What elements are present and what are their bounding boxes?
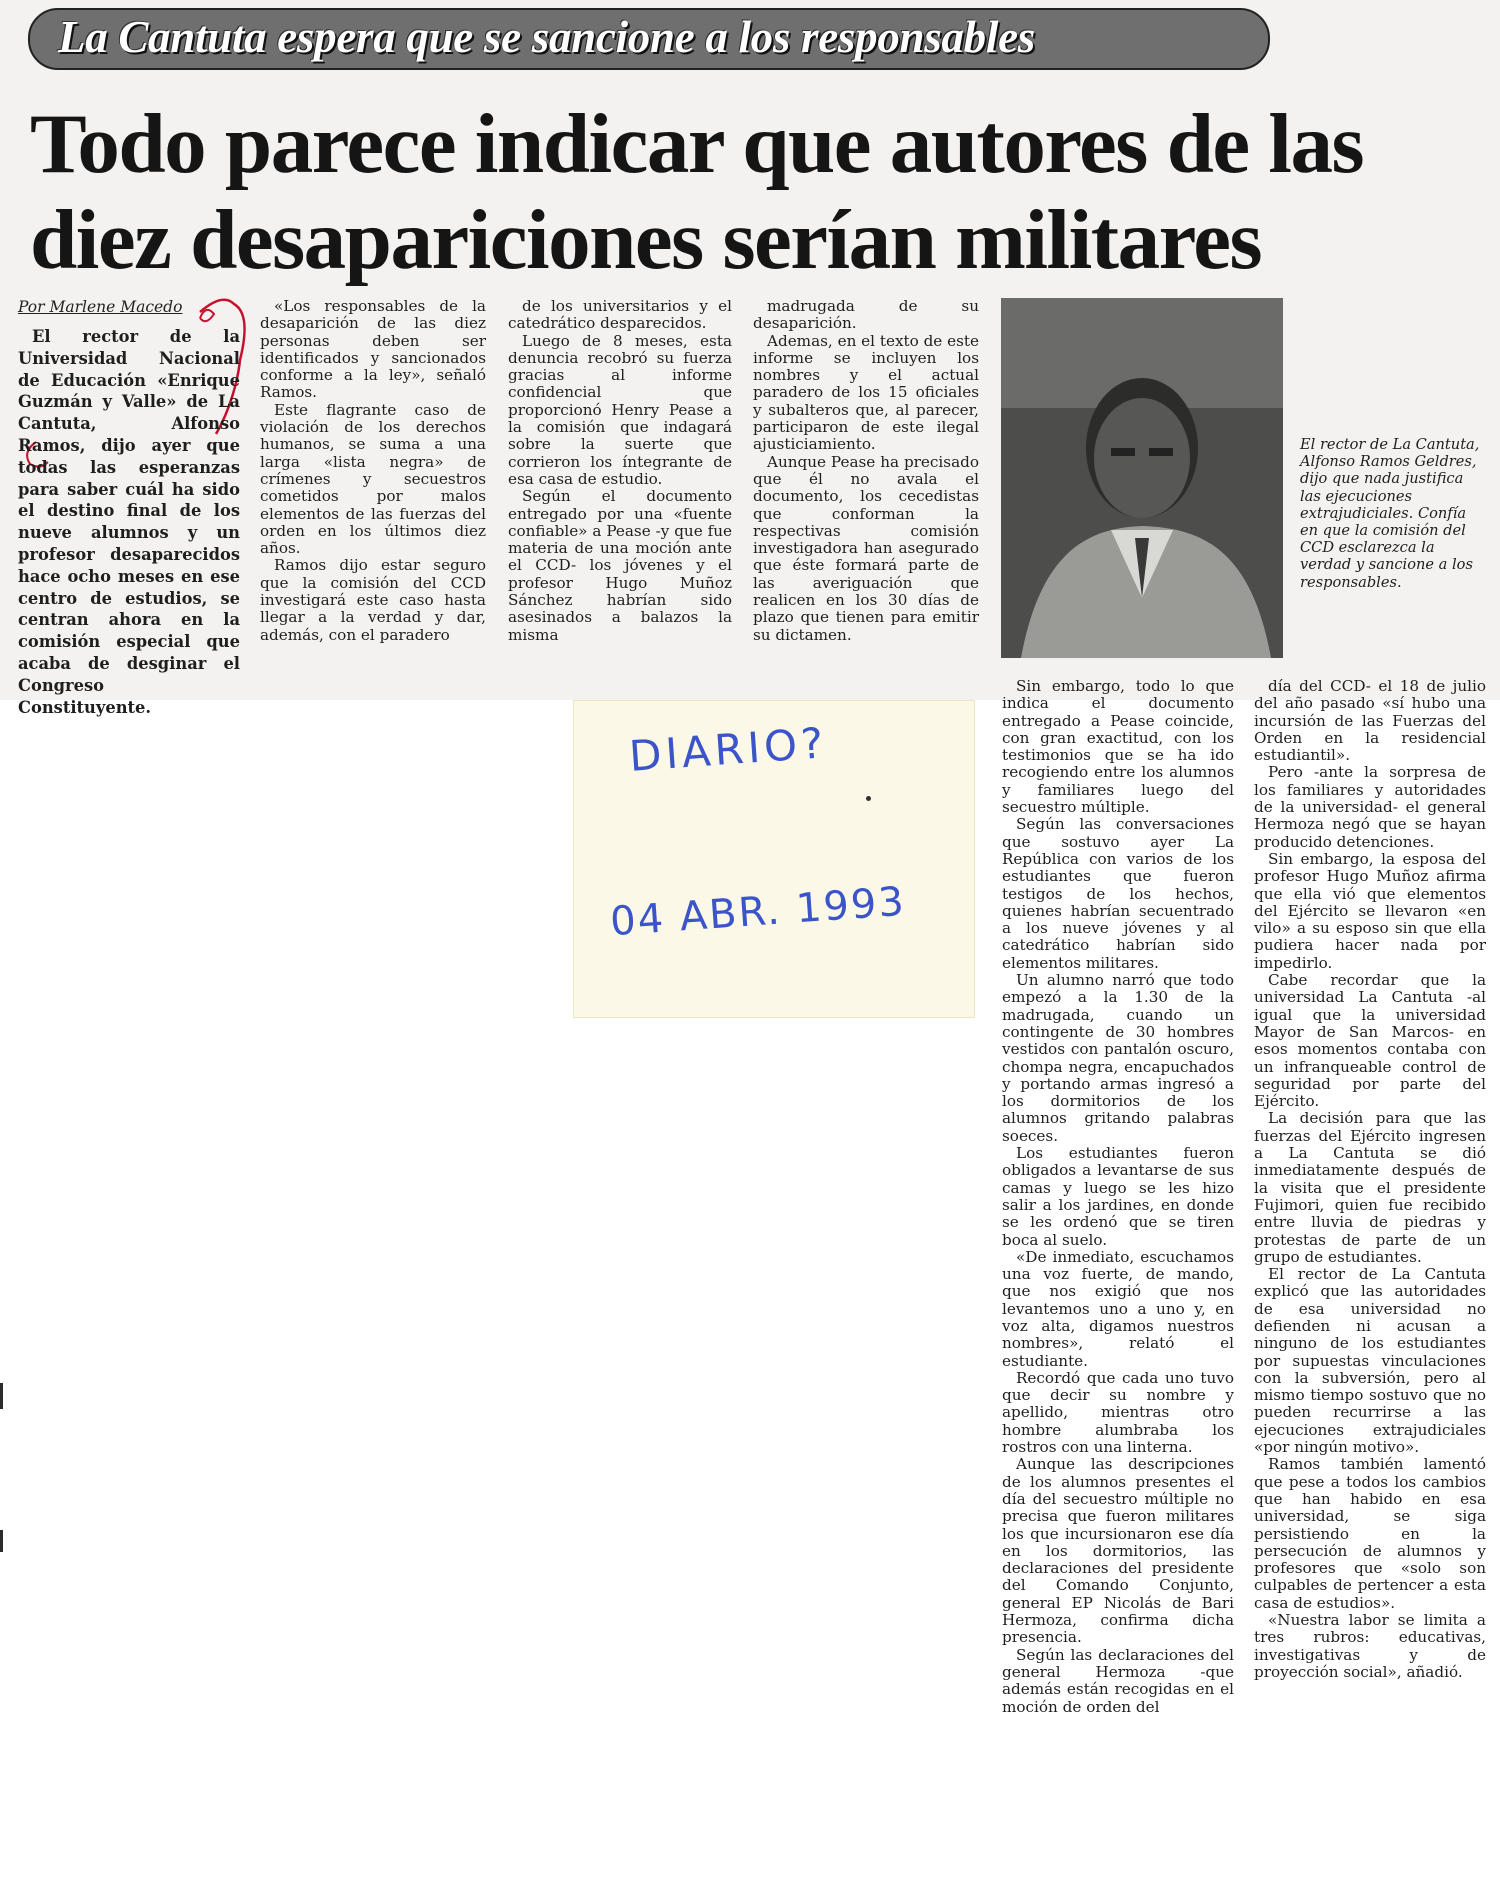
paragraph: Según las declaraciones del general Hermoza -que además están recogidas en el moción de orden del: [1002, 1645, 1234, 1716]
rector-photo: [1001, 298, 1283, 658]
paragraph: Ramos dijo estar seguro que la comisión del CCD investigará este caso hasta llegar a la verdad y dar, además, con el paradero: [260, 556, 486, 644]
handwritten-date: 04 ABR. 1993: [608, 878, 908, 946]
paragraph: Sin embargo, todo lo que indica el documento entregado a Pease coincide, con gran exactitud, con los testimonios que se ha ido recogiendo entre los alumnos y familiares luego del secuestro múltiple.: [1002, 677, 1234, 817]
scan-edge-mark: [0, 1530, 3, 1552]
handwritten-note: [573, 700, 975, 1018]
paragraph: Aunque Pease ha precisado que él no avala el documento, los cecedistas que conforman la respectivas comisión investigadora han asegurado que éste formará parte de las averiguación que realicen en los 30 días de plazo que tienen para emitir su dictamen.: [753, 452, 979, 644]
paragraph: Cabe recordar que la universidad La Cantuta -al igual que la universidad Mayor de San Marcos- en esos momentos contaba con un infranqueable control de seguridad por parte del Ejército.: [1254, 971, 1486, 1111]
paragraph: El rector de La Cantuta explicó que las autoridades de esa universidad no defienden ni acusan a ninguno de los estudiantes por supuestas vinculaciones con la subversión, pero al mismo tiempo sostuvo que no pueden recurrirse a las ejecuciones extrajudiciales «por ningún motivo».: [1254, 1265, 1486, 1457]
paragraph: Pero -ante la sorpresa de los familiares y autoridades de la universidad- el general Hermoza negó que se hayan producido detenciones.: [1254, 763, 1486, 851]
article-column-5: [1002, 678, 1234, 1876]
photo-caption: El rector de La Cantuta, Alfonso Ramos Geldres, dijo que nada justifica las ejecuciones extrajudiciales. Confía en que la comisión del CCD esclarezca la verdad y sancione a los responsables.: [1300, 436, 1480, 591]
scan-edge-mark: [0, 1383, 3, 1409]
paragraph: Sin embargo, la esposa del profesor Hugo Muñoz afirma que ella vió que elementos del Ejército se llevaron «en vilo» a su esposo sin que ella pudiera hacer nada por impedirlo.: [1254, 849, 1486, 972]
lead-column: [18, 326, 240, 717]
paragraph: Recordó que cada uno tuvo que decir su nombre y apellido, mientras otro hombre alumbraba los rostros con una linterna.: [1002, 1368, 1234, 1457]
paragraph: madrugada de su desaparición.: [753, 297, 979, 333]
lead-paragraph: El rector de la Universidad Nacional de Educación «Enrique Guzmán y Valle» de La Cantuta, Alfonso Ramos, dijo ayer que todas las esperanzas para saber cuál ha sido el destino final de los nueve alumnos y un profesor desaparecidos hace ocho meses en ese centro de estudios, se centran ahora en la comisión especial que acaba de desginar el Congreso Constituyente.: [18, 327, 240, 717]
paragraph: Ademas, en el texto de este informe se incluyen los nombres y el actual paradero de los 15 oficiales y subalteros que, al parecer, participaron de este ilegal ajusticiamiento.: [753, 331, 979, 454]
paragraph: Un alumno narró que todo empezó a la 1.30 de la madrugada, cuando un contingente de 30 hombres vestidos con pantalón oscuro, chompa negra, encapuchados y portando armas ingresó a los dormitorios de los alumnos gritando palabras soeces.: [1002, 971, 1234, 1145]
paragraph: Ramos también lamentó que pese a todos los cambios que han habido en esa universidad, se siga persistiendo en la persecución de alumnos y profesores que «solo son culpables de pertencer a esta casa de estudios».: [1254, 1455, 1486, 1612]
handwritten-source: DIARIO?: [627, 718, 829, 781]
kicker-text: La Cantuta espera que se sancione a los responsables: [58, 12, 1035, 62]
headline-line-2: diez desapariciones serían militares: [30, 193, 1262, 287]
paragraph: La decisión para que las fuerzas del Ejército ingresen a La Cantuta se dió inmediatamente después de la visita que el presidente Fujimori, quien fue recibido entre lluvia de piedras y protestas de parte de un grupo de estudiantes.: [1254, 1109, 1486, 1266]
paragraph: «Nuestra labor se limita a tres rubros: educativas, investigativas y de proyección social», añadió.: [1254, 1611, 1486, 1681]
article-column-2: [260, 298, 486, 678]
paragraph: Según el documento entregado por una «fuente confiable» a Pease -y que fue materia de una moción ante el CCD- los jóvenes y el profesor Hugo Muñoz Sánchez habrían sido asesinados a balazos la misma: [508, 487, 732, 644]
byline: Por Marlene Macedo: [18, 298, 183, 316]
paragraph: día del CCD- el 18 de julio del año pasado «sí hubo una incursión de las Fuerzas del Orden en la residencial estudiantil».: [1254, 677, 1486, 765]
paragraph: «De inmediato, escuchamos una voz fuerte, de mando, que nos exigió que nos levantemos uno a uno y, en voz alta, digamos nuestros nombres», relató el estudiante.: [1002, 1247, 1234, 1370]
paragraph: Aunque las descripciones de los alumnos presentes el día del secuestro múltiple no precisa que fueron militares los que incursionaron ese día en los dormitorios, las declaraciones del presidente del Comando Conjunto, general EP Nicolás de Bari Hermoza, confirma dicha presencia.: [1002, 1455, 1234, 1647]
paragraph: Los estudiantes fueron obligados a levantarse de sus camas y luego se les hizo salir a los jardines, en donde se les ordenó que se tiren boca al suelo.: [1002, 1144, 1234, 1249]
portrait-illustration: [1001, 298, 1283, 658]
paragraph: de los universitarios y el catedrático desparecidos.: [508, 297, 732, 333]
paragraph: Este flagrante caso de violación de los derechos humanos, se suma a una larga «lista negra» de crímenes y secuestros cometidos por malos elementos de las fuerzas del orden en los últimos diez años.: [260, 400, 486, 558]
article-column-6: [1254, 678, 1486, 1876]
paragraph: Según las conversaciones que sostuvo ayer La República con varios de los estudiantes que fueron testigos de los hechos, quienes habrían secuentrado a los nueve jóvenes y al catedrático habrían sido elementos militares.: [1002, 815, 1234, 972]
paragraph: Luego de 8 meses, esta denuncia recobró su fuerza gracias al informe confidencial que proporcionó Henry Pease a la comisión que indagará sobre la suerte que corrieron los íntegrante de esa casa de estudio.: [508, 331, 732, 488]
paragraph: «Los responsables de la desaparición de las diez personas deben ser identificados y sancionados conforme a la ley», señaló Ramos.: [260, 297, 486, 402]
headline-line-1: Todo parece indicar que autores de las: [30, 97, 1364, 191]
article-column-3: [508, 298, 732, 678]
ink-dot: [866, 796, 871, 801]
article-column-4: [753, 298, 979, 678]
